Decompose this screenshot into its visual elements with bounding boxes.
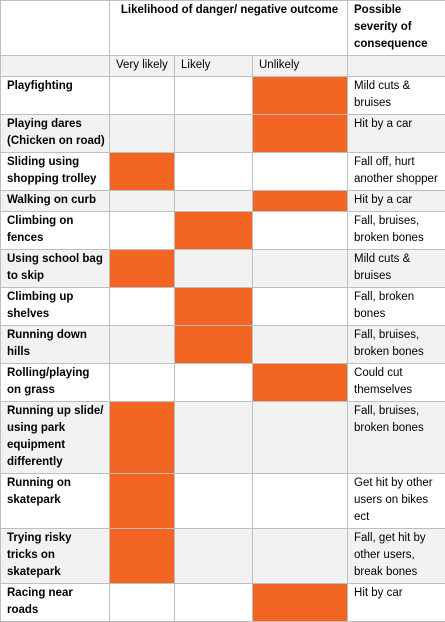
- activity-cell: Playing dares (Chicken on road): [1, 115, 110, 153]
- likelihood-cell-likely: [175, 191, 253, 212]
- unlikely-header: Unlikely: [253, 56, 348, 77]
- likelihood-cell-unlikely: [253, 77, 348, 115]
- likelihood-cell-likely: [175, 115, 253, 153]
- likelihood-cell-unlikely: [253, 474, 348, 529]
- likelihood-cell-likely: [175, 402, 253, 474]
- severity-cell: Get hit by other users on bikes ect: [348, 474, 445, 529]
- table-row: [1, 115, 445, 153]
- subheader-severity-blank: [348, 56, 445, 77]
- likelihood-cell-unlikely: [253, 191, 348, 212]
- likelihood-cell-likely: [175, 288, 253, 326]
- likelihood-cell-very-likely: [110, 77, 175, 115]
- table-row: [1, 364, 445, 402]
- table-row: [1, 288, 445, 326]
- severity-cell: Fall, bruises, broken bones: [348, 402, 445, 474]
- likelihood-cell-very-likely: [110, 250, 175, 288]
- activity-cell: Climbing up shelves: [1, 288, 110, 326]
- header-blank: [1, 1, 110, 56]
- likelihood-cell-likely: [175, 474, 253, 529]
- severity-cell: Mild cuts & bruises: [348, 77, 445, 115]
- likelihood-cell-very-likely: [110, 326, 175, 364]
- activity-cell: Rolling/playing on grass: [1, 364, 110, 402]
- severity-cell: Hit by car: [348, 584, 445, 622]
- likely-header: Likely: [175, 56, 253, 77]
- likelihood-cell-unlikely: [253, 250, 348, 288]
- likelihood-header: Likelihood of danger/ negative outcome: [110, 1, 348, 56]
- activity-cell: Running up slide/ using park equipment differently: [1, 402, 110, 474]
- header-row: [1, 1, 445, 56]
- activity-cell: Running down hills: [1, 326, 110, 364]
- likelihood-cell-unlikely: [253, 288, 348, 326]
- activity-cell: Sliding using shopping trolley: [1, 153, 110, 191]
- likelihood-cell-likely: [175, 250, 253, 288]
- likelihood-cell-very-likely: [110, 115, 175, 153]
- table-row: [1, 77, 445, 115]
- severity-cell: Hit by a car: [348, 115, 445, 153]
- activity-cell: Playfighting: [1, 77, 110, 115]
- table-row: [1, 191, 445, 212]
- likelihood-cell-very-likely: [110, 191, 175, 212]
- table-row: [1, 153, 445, 191]
- likelihood-cell-likely: [175, 529, 253, 584]
- likelihood-cell-very-likely: [110, 584, 175, 622]
- severity-cell: Fall, bruises, broken bones: [348, 326, 445, 364]
- likelihood-cell-very-likely: [110, 212, 175, 250]
- table-row: [1, 584, 445, 622]
- likelihood-cell-unlikely: [253, 584, 348, 622]
- subheader-row: [1, 56, 445, 77]
- activity-cell: Running on skatepark: [1, 474, 110, 529]
- activity-cell: Climbing on fences: [1, 212, 110, 250]
- likelihood-cell-unlikely: [253, 153, 348, 191]
- very-likely-header: Very likely: [110, 56, 175, 77]
- likelihood-cell-very-likely: [110, 153, 175, 191]
- likelihood-cell-likely: [175, 364, 253, 402]
- severity-cell: Hit by a car: [348, 191, 445, 212]
- activity-cell: Trying risky tricks on skatepark: [1, 529, 110, 584]
- subheader-blank: [1, 56, 110, 77]
- likelihood-cell-very-likely: [110, 529, 175, 584]
- activity-cell: Using school bag to skip: [1, 250, 110, 288]
- severity-header: Possible severity of consequence: [348, 1, 445, 56]
- severity-cell: Fall, broken bones: [348, 288, 445, 326]
- likelihood-cell-very-likely: [110, 288, 175, 326]
- table-row: [1, 474, 445, 529]
- likelihood-cell-likely: [175, 77, 253, 115]
- table-row: [1, 529, 445, 584]
- severity-cell: Fall off, hurt another shopper: [348, 153, 445, 191]
- table-row: [1, 212, 445, 250]
- likelihood-cell-unlikely: [253, 212, 348, 250]
- likelihood-cell-very-likely: [110, 364, 175, 402]
- likelihood-cell-unlikely: [253, 364, 348, 402]
- likelihood-cell-likely: [175, 212, 253, 250]
- severity-cell: Fall, get hit by other users, break bones: [348, 529, 445, 584]
- activity-cell: Racing near roads: [1, 584, 110, 622]
- severity-cell: Mild cuts & bruises: [348, 250, 445, 288]
- table-row: [1, 250, 445, 288]
- severity-cell: Could cut themselves: [348, 364, 445, 402]
- likelihood-cell-unlikely: [253, 326, 348, 364]
- activity-cell: Walking on curb: [1, 191, 110, 212]
- likelihood-cell-likely: [175, 153, 253, 191]
- likelihood-cell-likely: [175, 584, 253, 622]
- severity-cell: Fall, bruises, broken bones: [348, 212, 445, 250]
- table-row: [1, 326, 445, 364]
- likelihood-cell-unlikely: [253, 115, 348, 153]
- likelihood-cell-likely: [175, 326, 253, 364]
- likelihood-cell-unlikely: [253, 529, 348, 584]
- table-row: [1, 402, 445, 474]
- likelihood-cell-unlikely: [253, 402, 348, 474]
- likelihood-cell-very-likely: [110, 402, 175, 474]
- likelihood-cell-very-likely: [110, 474, 175, 529]
